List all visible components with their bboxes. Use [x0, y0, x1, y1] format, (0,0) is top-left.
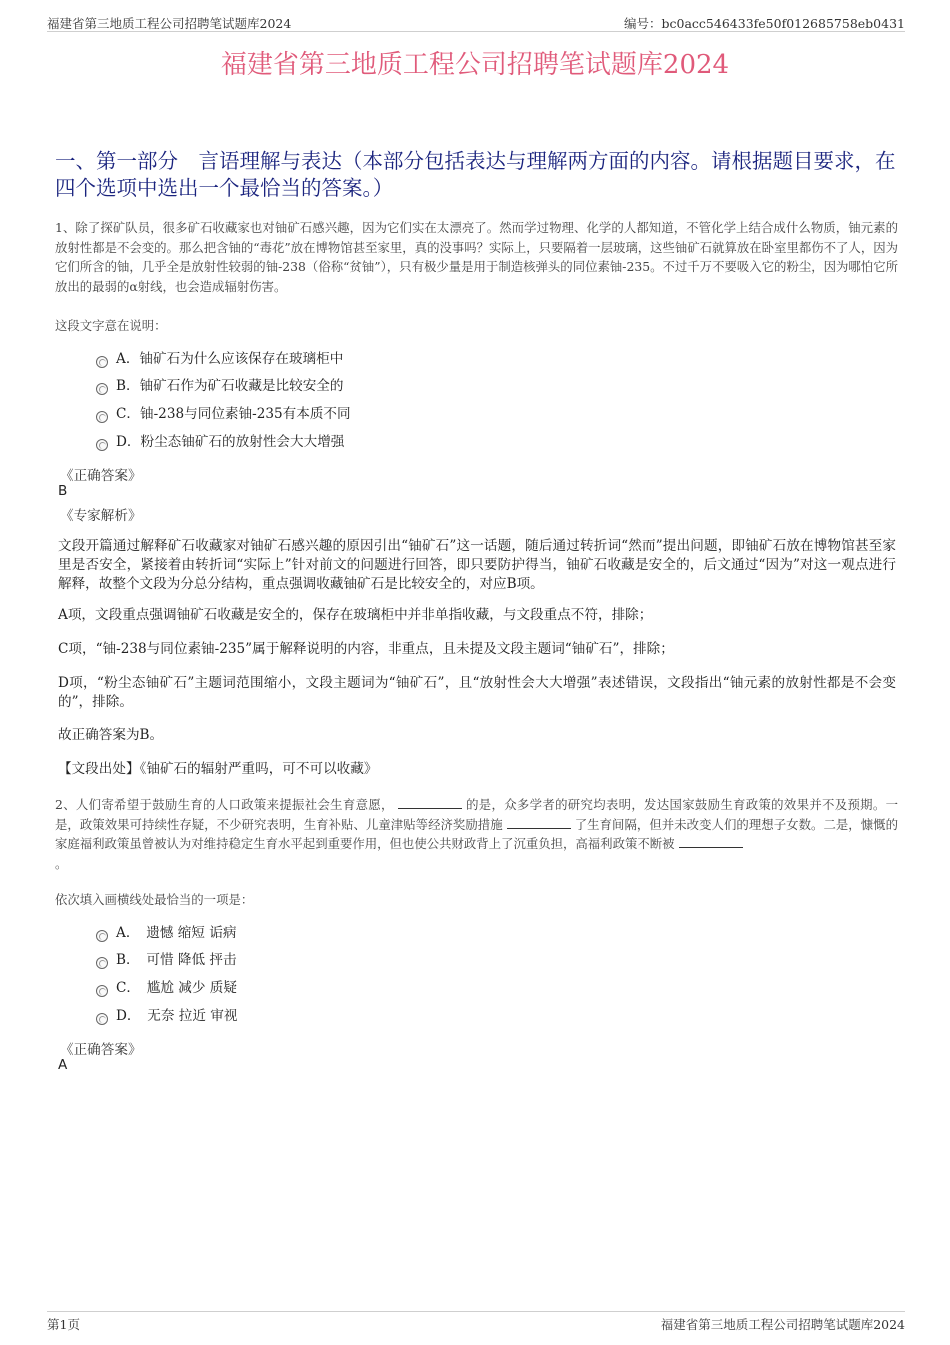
- option-label: C．铀-238与同位素铀-235有本质不同: [116, 406, 351, 422]
- question-1-option-a[interactable]: [96, 348, 343, 370]
- page-title: 福建省第三地质工程公司招聘笔试题库2024: [220, 50, 730, 80]
- fill-blank-3: [679, 836, 743, 848]
- question-1-text: 1、除了探矿队员，很多矿石收藏家也对铀矿石感兴趣，因为它们实在太漂亮了。然而学过物理、化学的人都知道，不管化学上结合成什么物质，铀元素的放射性都是不会变的。那么把含铀的“毒花”放在博物馆甚至家里，真的没事吗？实际上，只要隔着一层玻璃，这些铀矿石就算放在卧室里都伤不了人，因为它们所含的铀，几乎全是放射性较弱的铀-238（俗称“贫铀”），只有极少量是用于制造核弹头的同位素铀-235。不过千万不要吸入它的粉尘，因为哪怕它所放出的最弱的α射线，也会造成辐射伤害。: [55, 220, 898, 294]
- page-header: [47, 14, 905, 32]
- analysis-paragraph: 故正确答案为B。: [58, 727, 164, 743]
- radio-icon[interactable]: [96, 383, 108, 395]
- question-2-part: 2、人们寄希望于鼓励生育的人口政策来提振社会生育意愿，: [55, 797, 394, 812]
- question-2-part: 。: [55, 855, 68, 871]
- fill-blank-2: [507, 817, 571, 829]
- question-1-option-c[interactable]: [96, 403, 351, 425]
- radio-icon[interactable]: [96, 957, 108, 969]
- fill-blank-1: [398, 797, 462, 809]
- analysis-paragraph: C项，“铀-238与同位素铀-235”属于解释说明的内容，非重点，且未提及文段主题词“铀矿石”，排除；: [58, 641, 674, 657]
- option-label: A． 遗憾 缩短 诟病: [116, 925, 237, 941]
- option-label: B． 可惜 降低 抨击: [116, 952, 237, 968]
- page-number: 第1页: [47, 1317, 80, 1332]
- radio-icon[interactable]: [96, 439, 108, 451]
- question-2-prompt: 依次填入画横线处最恰当的一项是：: [55, 892, 254, 907]
- option-label: C． 尴尬 减少 质疑: [116, 980, 237, 996]
- question-2-answer: A: [58, 1057, 68, 1073]
- question-2-part: 了生育间隔，但并未改变人们的理想子女数。二是，慷慨的家庭福利政策虽曾被认为对维持稳定生育水平起到重要作用，但也使公共财政背上了沉重负担，高福利政策不断被: [55, 816, 899, 851]
- question-2-part: 的是，众多学者的研究均表明，发达国家鼓励生育政策的效果并不及预期。一是，政策效果可持续性存疑，不少研究表明，生育补贴、儿童津贴等经济奖励措施: [55, 797, 898, 832]
- question-1-answer-label: 《正确答案》: [60, 468, 142, 484]
- question-2-answer-label: 《正确答案》: [60, 1042, 142, 1058]
- page-footer: [47, 1311, 905, 1331]
- header-doc-id: 编号：bc0acc546433fe50f012685758eb0431: [624, 16, 905, 31]
- option-label: D．粉尘态铀矿石的放射性会大大增强: [116, 434, 345, 450]
- radio-icon[interactable]: [96, 985, 108, 997]
- source-citation: 【文段出处】《铀矿石的辐射严重吗，可不可以收藏》: [58, 761, 378, 777]
- radio-icon[interactable]: [96, 930, 108, 942]
- question-1-prompt: 这段文字意在说明：: [55, 318, 167, 333]
- question-1-analysis-label: 《专家解析》: [60, 508, 142, 524]
- question-2-option-b[interactable]: [96, 949, 237, 971]
- radio-icon[interactable]: [96, 411, 108, 423]
- option-label: B．铀矿石作为矿石收藏是比较安全的: [116, 378, 344, 394]
- question-1-option-d[interactable]: [96, 431, 344, 453]
- section-heading: 一、第一部分 言语理解与表达（本部分包括表达与理解两方面的内容。请根据题目要求，在四个选项中选出一个最恰当的答案。）: [55, 149, 896, 200]
- analysis-paragraph: A项，文段重点强调铀矿石收藏是安全的，保存在玻璃柜中并非单指收藏，与文段重点不符，排除；: [58, 607, 653, 623]
- footer-doc-title: 福建省第三地质工程公司招聘笔试题库2024: [660, 1317, 905, 1332]
- question-2-option-c[interactable]: [96, 977, 237, 999]
- radio-icon[interactable]: [96, 356, 108, 368]
- question-1-option-b[interactable]: [96, 375, 344, 397]
- question-2-option-d[interactable]: [96, 1005, 238, 1027]
- analysis-paragraph: D项，“粉尘态铀矿石”主题词范围缩小，文段主题词为“铀矿石”，且“放射性会大大增强”表述错误，文段指出“铀元素的放射性都是不会变的”，排除。: [58, 675, 896, 710]
- question-2-option-a[interactable]: [96, 922, 236, 944]
- header-doc-title: 福建省第三地质工程公司招聘笔试题库2024: [47, 16, 292, 31]
- option-label: D． 无奈 拉近 审视: [116, 1008, 238, 1024]
- analysis-paragraph: 文段开篇通过解释矿石收藏家对铀矿石感兴趣的原因引出“铀矿石”这一话题，随后通过转折词“然而”提出问题，即铀矿石放在博物馆甚至家里是否安全，紧接着由转折词“实际上”针对前文的问题进行回答，即只要防护得当，铀矿石收藏是安全的，后文通过“因为”对这一观点进行解释，故整个文段为分总分结构，重点强调收藏铀矿石是比较安全的，对应B项。: [58, 538, 896, 592]
- question-1-answer: B: [58, 483, 68, 499]
- question-2-text: [55, 795, 898, 873]
- radio-icon[interactable]: [96, 1013, 108, 1025]
- option-label: A．铀矿石为什么应该保存在玻璃柜中: [116, 351, 344, 367]
